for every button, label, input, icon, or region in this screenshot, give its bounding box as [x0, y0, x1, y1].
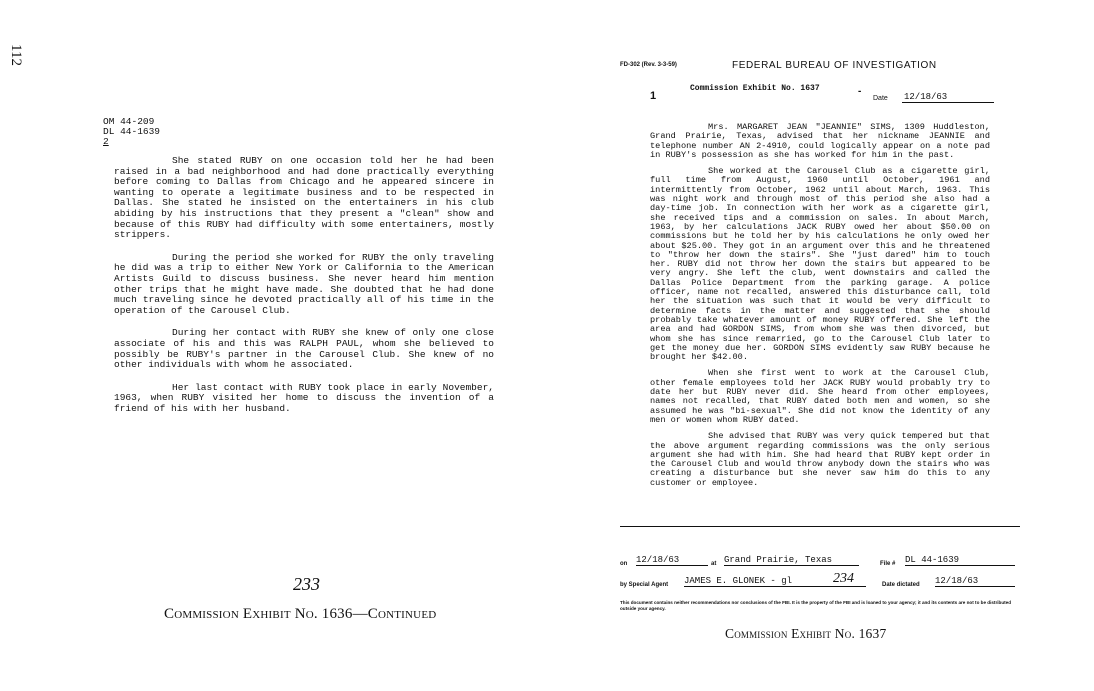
- right-paragraph: Mrs. MARGARET JEAN "JEANNIE" SIMS, 1309 Huddleston, Grand Prairie, Texas, advised that her nickname JEANNIE and telephone number AN 2-4910, could logically appear on a note pad in RUBY's possession as she has worked for him in the past.: [650, 122, 990, 160]
- date-label: Date: [873, 95, 888, 102]
- interview-date: 12/18/63: [636, 555, 708, 566]
- right-paragraph: She worked at the Carousel Club as a cigarette girl, full time from August, 1960 until October, 1961 and intermittently from October, 1962 until about March, 1963. This was night work and through most of this period she also had a day-time job. In connection with her work as a cigarette girl, she received tips and a commission on sales. In about March, 1963, by her calculations JACK RUBY owed her about $50.00 on commissions but he told her by his calculations he only owed her about $25.00. They got in an argument over this and he threatened to "throw her down the stairs". She "just dared" him to touch her. RUBY did not throw her down the stairs but appeared to be very angry. She left the club, went downstairs and called the Dallas Police Department from the parking garage. A police officer, name not recalled, answered this disturbance call, told her the situation was such that it would be very difficult to determine facts in the matter and suggested that she should probably take whatever amount of money RUBY offered. She left the area and had GORDON SIMS, from whom she was then divorced, but whom she has since remarried, go to the Carousel Club later to get the money due her. GORDON SIMS evidently saw RUBY because he brought her $42.00.: [650, 166, 990, 363]
- right-document-body: [650, 123, 990, 495]
- page-index: 2: [103, 136, 109, 147]
- form-code: FD-302 (Rev. 3-3-59): [620, 62, 677, 68]
- special-agent: JAMES E. GLONEK - gl: [684, 576, 866, 587]
- footer-disclaimer: This document contains neither recommendations nor conclusions of the FBI. It is the property of the FBI and is loaned to your agency; it and its contents are not to be distributed outside your agency.: [620, 600, 1012, 611]
- left-handwritten-number: 233: [293, 574, 320, 594]
- body-divider: [620, 526, 1020, 527]
- left-file-reference: [103, 117, 160, 147]
- right-paragraph: She advised that RUBY was very quick tempered but that the above argument regarding commissions was the only serious argument she had with him. She had heard that RUBY kept order in the Carousel Club and would throw anybody down the stairs who was creating a disturbance but she never saw him do this to any customer or employee.: [650, 431, 990, 488]
- exhibit-stamp: Commission Exhibit No. 1637: [690, 84, 820, 93]
- right-handwritten-number: 234: [833, 571, 854, 586]
- agency-header: FEDERAL BUREAU OF INVESTIGATION: [732, 60, 937, 71]
- file-number: DL 44-1639: [905, 555, 1015, 566]
- left-paragraph: During her contact with RUBY she knew of only one close associate of his and this was RALPH PAUL, whom she believed to possibly be RUBY's partner in the Carousel Club. She knew of no other individuals with whom he associated.: [114, 327, 494, 371]
- left-paragraph: She stated RUBY on one occasion told her he had been raised in a bad neighborhood and had done practically everything before coming to Dallas from Chicago and he appeared sincere in wanting to operate a legitimate business and to be respected in Dallas. She stated he insisted on the entertainers in his club abiding by his instructions that they present a "clean" show and because of this RUBY had difficulty with some entertainers, mostly strippers.: [114, 155, 494, 241]
- left-exhibit-caption: Commission Exhibit No. 1636—Continued: [164, 606, 437, 622]
- page-marker: 1: [650, 90, 657, 102]
- right-exhibit-caption: Commission Exhibit No. 1637: [725, 626, 887, 641]
- dictated-label: Date dictated: [882, 582, 920, 588]
- interview-location: Grand Prairie, Texas: [724, 555, 859, 566]
- dictated-date: 12/18/63: [935, 576, 1015, 587]
- file-line: DL 44-1639: [103, 126, 161, 137]
- report-date: 12/18/63: [902, 92, 994, 103]
- dash-mark: -: [858, 86, 862, 97]
- page-number: 112: [8, 44, 24, 66]
- right-paragraph: When she first went to work at the Carousel Club, other female employees told her JACK RUBY would probably try to date her but RUBY never did. She heard from other employees, names not recalled, that RUBY dated both men and women, so she assumed he was "bi-sexual". She did not know the identity of any men or women whom RUBY dated.: [650, 368, 990, 425]
- on-label: on: [620, 561, 628, 567]
- file-line: OM 44-209: [103, 116, 155, 127]
- at-label: at: [711, 561, 717, 567]
- left-paragraph: During the period she worked for RUBY the only traveling he did was a trip to either New York or California to the American Artists Guild to discuss business. She never heard him mention other trips that he might have made. She doubted that he had done much traveling since he devoted practically all of his time in the operation of the Carousel Club.: [114, 251, 494, 316]
- agent-label: by Special Agent: [620, 582, 669, 588]
- left-document-body: [114, 156, 494, 426]
- left-paragraph: Her last contact with RUBY took place in early November, 1963, when RUBY visited her home to discuss the invention of a friend of his with her husband.: [114, 381, 494, 414]
- file-label: File #: [880, 561, 896, 567]
